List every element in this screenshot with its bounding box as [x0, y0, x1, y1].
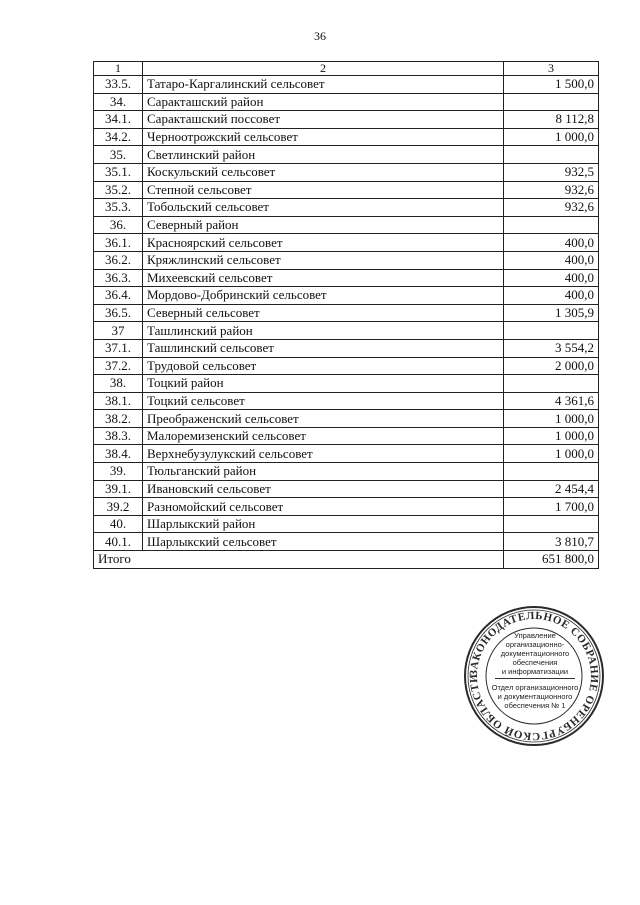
row-number: 38.2. [94, 410, 143, 428]
table-row [94, 128, 599, 146]
row-name: Тюльганский район [143, 463, 504, 481]
header-cell: 2 [143, 62, 504, 76]
table-row [94, 146, 599, 164]
row-value: 4 361,6 [504, 392, 599, 410]
table-row [94, 445, 599, 463]
row-name: Преображенский сельсовет [143, 410, 504, 428]
table-row [94, 463, 599, 481]
row-name: Разномойский сельсовет [143, 498, 504, 516]
row-value: 932,6 [504, 199, 599, 217]
row-value: 1 000,0 [504, 445, 599, 463]
total-row [94, 551, 599, 569]
row-number: 34.2. [94, 128, 143, 146]
row-value: 400,0 [504, 269, 599, 287]
row-name: Саракташский район [143, 93, 504, 111]
row-value [504, 93, 599, 111]
table-row [94, 251, 599, 269]
table-row [94, 199, 599, 217]
row-name: Верхнебузулукский сельсовет [143, 445, 504, 463]
row-value [504, 216, 599, 234]
row-value: 1 000,0 [504, 427, 599, 445]
row-number: 36.5. [94, 304, 143, 322]
table-row [94, 357, 599, 375]
table-row [94, 181, 599, 199]
row-number: 35.1. [94, 163, 143, 181]
row-name: Тоцкий район [143, 375, 504, 393]
row-number: 36.3. [94, 269, 143, 287]
row-value [504, 146, 599, 164]
row-number: 34.1. [94, 111, 143, 129]
row-number: 36. [94, 216, 143, 234]
row-name: Ташлинский сельсовет [143, 339, 504, 357]
row-number: 38.4. [94, 445, 143, 463]
row-number: 36.4. [94, 287, 143, 305]
row-name: Северный район [143, 216, 504, 234]
table-row [94, 427, 599, 445]
row-number: 40. [94, 515, 143, 533]
row-number: 37.1. [94, 339, 143, 357]
seal-line: Отдел организационного [491, 683, 579, 692]
seal-line: обеспечения № 1 [504, 701, 566, 710]
seal-line: и информатизации [501, 667, 569, 676]
row-name: Светлинский район [143, 146, 504, 164]
row-value [504, 322, 599, 340]
row-name: Малоремизенский сельсовет [143, 427, 504, 445]
row-value: 400,0 [504, 287, 599, 305]
table-row [94, 375, 599, 393]
table-row [94, 533, 599, 551]
row-number: 37.2. [94, 357, 143, 375]
table-row [94, 498, 599, 516]
row-value: 400,0 [504, 234, 599, 252]
table-row [94, 93, 599, 111]
total-label: Итого [94, 551, 504, 569]
row-name: Черноотрожский сельсовет [143, 128, 504, 146]
row-number: 39. [94, 463, 143, 481]
page-number: 36 [314, 29, 326, 43]
row-value: 932,6 [504, 181, 599, 199]
row-number: 35.3. [94, 199, 143, 217]
row-name: Татаро-Каргалинский сельсовет [143, 76, 504, 94]
row-name: Шарлыкский сельсовет [143, 533, 504, 551]
row-value: 400,0 [504, 251, 599, 269]
row-value: 2 454,4 [504, 480, 599, 498]
seal-line: обеспечения [512, 658, 558, 667]
table-header-row [94, 62, 599, 76]
seal-line: и документационного [497, 692, 573, 701]
table-row [94, 287, 599, 305]
row-number: 38.1. [94, 392, 143, 410]
row-value: 1 500,0 [504, 76, 599, 94]
row-number: 36.1. [94, 234, 143, 252]
table-row [94, 163, 599, 181]
row-number: 37 [94, 322, 143, 340]
row-value [504, 375, 599, 393]
row-value: 1 700,0 [504, 498, 599, 516]
table-row [94, 76, 599, 94]
row-number: 35.2. [94, 181, 143, 199]
total-value: 651 800,0 [504, 551, 599, 569]
row-number: 38.3. [94, 427, 143, 445]
row-value [504, 463, 599, 481]
row-number: 34. [94, 93, 143, 111]
seal-line: организационно- [505, 640, 565, 649]
row-name: Кряжлинский сельсовет [143, 251, 504, 269]
row-value: 2 000,0 [504, 357, 599, 375]
row-number: 40.1. [94, 533, 143, 551]
row-name: Красноярский сельсовет [143, 234, 504, 252]
table-row [94, 392, 599, 410]
row-name: Тоцкий сельсовет [143, 392, 504, 410]
row-number: 33.5. [94, 76, 143, 94]
row-number: 39.2 [94, 498, 143, 516]
table-row [94, 480, 599, 498]
table-row [94, 515, 599, 533]
header-cell: 3 [504, 62, 599, 76]
row-name: Шарлыкский район [143, 515, 504, 533]
row-number: 38. [94, 375, 143, 393]
table-row [94, 410, 599, 428]
row-value: 1 000,0 [504, 410, 599, 428]
row-name: Ивановский сельсовет [143, 480, 504, 498]
svg-text:ЗАКОНОДАТЕЛЬНОЕ СОБРАНИЕ ОРЕНБ: ЗАКОНОДАТЕЛЬНОЕ СОБРАНИЕ ОРЕНБУРГСКОЙ ОБЛАСТИ [467, 609, 601, 743]
seal-inner-text [489, 631, 581, 721]
table-row [94, 111, 599, 129]
row-value: 1 305,9 [504, 304, 599, 322]
row-name: Трудовой сельсовет [143, 357, 504, 375]
table-row [94, 234, 599, 252]
table-row [94, 339, 599, 357]
row-value: 932,5 [504, 163, 599, 181]
row-name: Коскульский сельсовет [143, 163, 504, 181]
seal-line: документационного [500, 649, 570, 658]
seal-line: Управление [514, 631, 556, 640]
allocation-table [93, 61, 599, 569]
row-value: 8 112,8 [504, 111, 599, 129]
row-number: 39.1. [94, 480, 143, 498]
table-row [94, 216, 599, 234]
row-value: 3 554,2 [504, 339, 599, 357]
row-name: Тобольский сельсовет [143, 199, 504, 217]
header-cell: 1 [94, 62, 143, 76]
row-number: 35. [94, 146, 143, 164]
row-name: Ташлинский район [143, 322, 504, 340]
table-row [94, 269, 599, 287]
row-value [504, 515, 599, 533]
row-name: Степной сельсовет [143, 181, 504, 199]
row-value: 1 000,0 [504, 128, 599, 146]
row-name: Северный сельсовет [143, 304, 504, 322]
row-name: Саракташский поссовет [143, 111, 504, 129]
row-value: 3 810,7 [504, 533, 599, 551]
table-row [94, 304, 599, 322]
table-row [94, 322, 599, 340]
row-number: 36.2. [94, 251, 143, 269]
row-name: Михеевский сельсовет [143, 269, 504, 287]
row-name: Мордово-Добринский сельсовет [143, 287, 504, 305]
